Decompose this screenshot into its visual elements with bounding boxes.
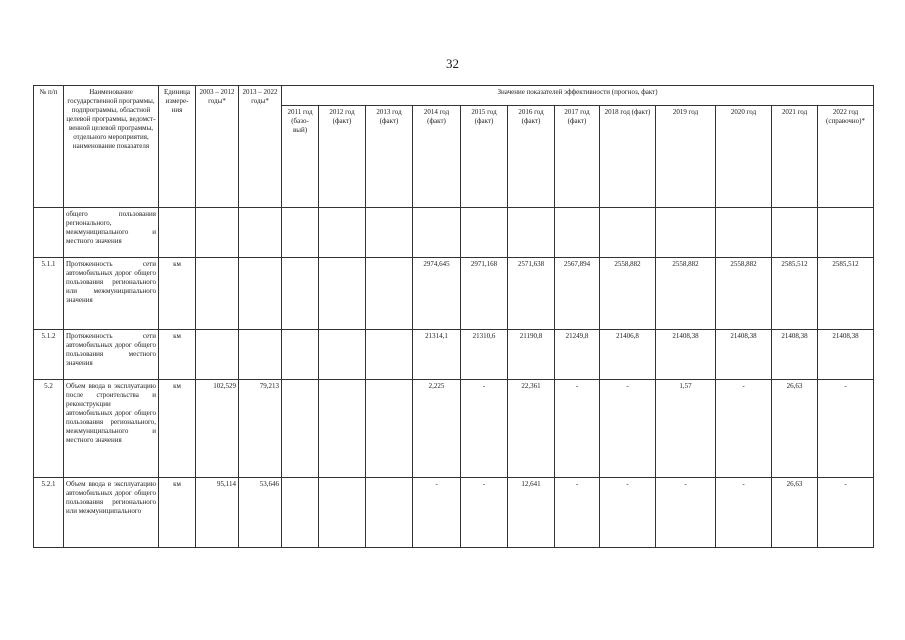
row-value: 2571,638 bbox=[508, 258, 555, 330]
row-value: 2558,882 bbox=[716, 258, 772, 330]
row-value bbox=[319, 330, 366, 380]
header-year: 2013 год (факт) bbox=[366, 106, 413, 208]
row-value: - bbox=[600, 380, 656, 478]
table-row bbox=[34, 258, 874, 330]
row-value bbox=[772, 208, 818, 258]
row-period-2013-2022: 53,646 bbox=[239, 478, 282, 548]
table-row bbox=[34, 330, 874, 380]
header-unit: Единица измере- ния bbox=[159, 86, 196, 208]
header-name: Наименование государственной программы, подпрограммы, областной целевой программы, ведомст- венной целевой программы, отдельного мероприятия, наименование показателя bbox=[64, 86, 159, 208]
row-value: - bbox=[818, 478, 874, 548]
row-value bbox=[282, 380, 319, 478]
row-period-2013-2022: 79,213 bbox=[239, 380, 282, 478]
header-year: 2017 год (факт) bbox=[555, 106, 600, 208]
row-value bbox=[282, 330, 319, 380]
row-value: 21408,38 bbox=[772, 330, 818, 380]
row-value bbox=[319, 380, 366, 478]
header-year: 2021 год bbox=[772, 106, 818, 208]
row-value: 12,641 bbox=[508, 478, 555, 548]
row-num: 5.2.1 bbox=[34, 478, 64, 548]
row-value bbox=[366, 380, 413, 478]
row-value: - bbox=[461, 478, 508, 548]
table-row bbox=[34, 208, 874, 258]
row-name: Протяженность сети автомобильных дорог общего пользования регионального или межмуниципального значения bbox=[64, 258, 159, 330]
row-value: - bbox=[555, 478, 600, 548]
page-number: 32 bbox=[446, 56, 459, 71]
row-value: 21406,8 bbox=[600, 330, 656, 380]
row-period-2013-2022 bbox=[239, 258, 282, 330]
header-year: 2012 год (факт) bbox=[319, 106, 366, 208]
row-value: - bbox=[818, 380, 874, 478]
row-name: общего пользования регионального, межмуниципального и местного значения bbox=[64, 208, 159, 258]
row-value: 21408,38 bbox=[656, 330, 716, 380]
header-period-2013-2022: 2013 – 2022 годы* bbox=[239, 86, 282, 208]
row-num: 5.1.2 bbox=[34, 330, 64, 380]
row-value: - bbox=[555, 380, 600, 478]
table-row bbox=[34, 380, 874, 478]
row-value bbox=[555, 208, 600, 258]
row-unit: км bbox=[159, 380, 196, 478]
row-value bbox=[366, 478, 413, 548]
row-period-2013-2022 bbox=[239, 208, 282, 258]
row-value: 2974,645 bbox=[413, 258, 461, 330]
row-value bbox=[319, 258, 366, 330]
row-value bbox=[319, 478, 366, 548]
row-value bbox=[656, 208, 716, 258]
row-value: 2,225 bbox=[413, 380, 461, 478]
row-unit bbox=[159, 208, 196, 258]
row-unit: км bbox=[159, 478, 196, 548]
header-period-2003-2012: 2003 – 2012 годы* bbox=[196, 86, 239, 208]
row-value: - bbox=[716, 478, 772, 548]
row-value: 21408,38 bbox=[716, 330, 772, 380]
row-value: 21249,8 bbox=[555, 330, 600, 380]
table-row bbox=[34, 478, 874, 548]
row-value bbox=[508, 208, 555, 258]
row-value: 26,63 bbox=[772, 478, 818, 548]
header-year: 2011 год (базо- вый) bbox=[282, 106, 319, 208]
row-value: - bbox=[600, 478, 656, 548]
header-year: 2014 год (факт) bbox=[413, 106, 461, 208]
row-value bbox=[461, 208, 508, 258]
row-value bbox=[366, 330, 413, 380]
header-year: 2019 год bbox=[656, 106, 716, 208]
header-indicator-group: Значение показателей эффективности (прогноз, факт) bbox=[282, 86, 874, 106]
row-value bbox=[716, 208, 772, 258]
row-period-2013-2022 bbox=[239, 330, 282, 380]
header-year: 2018 год (факт) bbox=[600, 106, 656, 208]
indicators-table bbox=[33, 85, 874, 548]
row-period-2003-2012: 102,529 bbox=[196, 380, 239, 478]
row-value: 2585,512 bbox=[818, 258, 874, 330]
row-value bbox=[366, 208, 413, 258]
row-value: 22,361 bbox=[508, 380, 555, 478]
row-num bbox=[34, 208, 64, 258]
row-value: 2567,894 bbox=[555, 258, 600, 330]
row-num: 5.1.1 bbox=[34, 258, 64, 330]
row-value bbox=[413, 208, 461, 258]
row-value: 2585,512 bbox=[772, 258, 818, 330]
row-value: - bbox=[716, 380, 772, 478]
row-value: - bbox=[413, 478, 461, 548]
row-value: 2971,168 bbox=[461, 258, 508, 330]
row-unit: км bbox=[159, 330, 196, 380]
row-value bbox=[319, 208, 366, 258]
row-name: Объем ввода в эксплуатацию автомобильных дорог общего пользования регионального или межмуниципального bbox=[64, 478, 159, 548]
header-year: 2015 год (факт) bbox=[461, 106, 508, 208]
row-value: 21310,6 bbox=[461, 330, 508, 380]
row-unit: км bbox=[159, 258, 196, 330]
header-year: 2016 год (факт) bbox=[508, 106, 555, 208]
row-value: 21190,8 bbox=[508, 330, 555, 380]
row-period-2003-2012: 95,114 bbox=[196, 478, 239, 548]
row-value bbox=[600, 208, 656, 258]
row-period-2003-2012 bbox=[196, 330, 239, 380]
row-value: - bbox=[461, 380, 508, 478]
header-num: № п/п bbox=[34, 86, 64, 208]
row-num: 5.2 bbox=[34, 380, 64, 478]
header-year: 2022 год (справочно)* bbox=[818, 106, 874, 208]
row-value bbox=[818, 208, 874, 258]
row-name: Объем ввода в эксплуатацию после строительства и реконструкции автомобильных дорог общего пользования регионального, межмуниципального и местного значения bbox=[64, 380, 159, 478]
row-value bbox=[282, 208, 319, 258]
header-year: 2020 год bbox=[716, 106, 772, 208]
row-value: 21314,1 bbox=[413, 330, 461, 380]
row-value: 21408,38 bbox=[818, 330, 874, 380]
row-period-2003-2012 bbox=[196, 208, 239, 258]
row-value: 1,57 bbox=[656, 380, 716, 478]
row-value: 2558,882 bbox=[656, 258, 716, 330]
row-value: 26,63 bbox=[772, 380, 818, 478]
row-value: - bbox=[656, 478, 716, 548]
row-period-2003-2012 bbox=[196, 258, 239, 330]
row-value bbox=[282, 258, 319, 330]
row-value bbox=[366, 258, 413, 330]
row-value bbox=[282, 478, 319, 548]
row-name: Протяженность сети автомобильных дорог общего пользования местного значения bbox=[64, 330, 159, 380]
row-value: 2558,882 bbox=[600, 258, 656, 330]
